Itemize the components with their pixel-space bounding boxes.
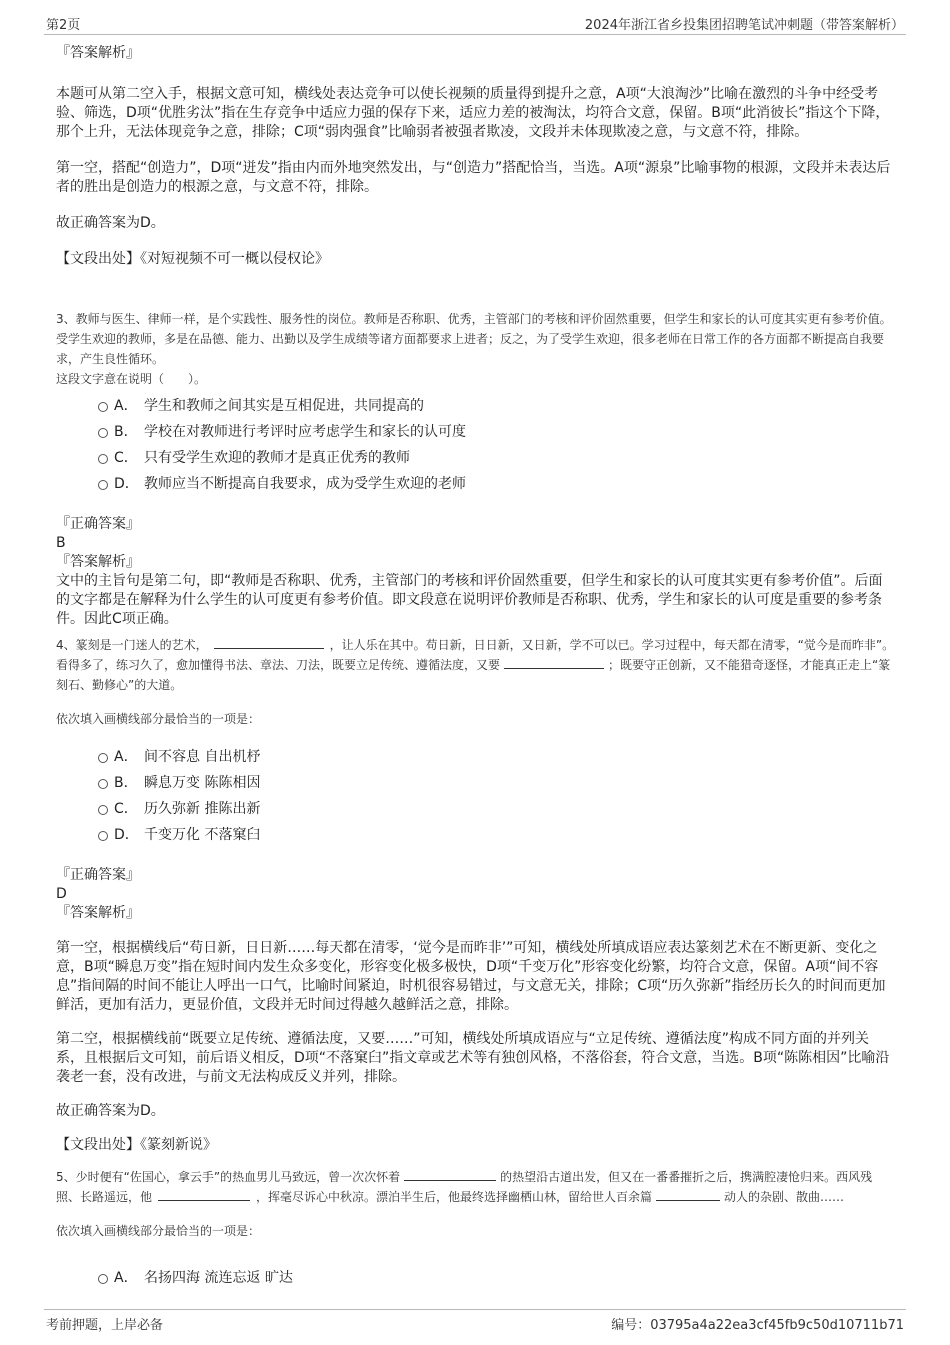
q5-options — [56, 1265, 896, 1291]
q2-analysis-paragraph-1: 本题可从第二空入手，根据文意可知，横线处表达竞争可以使长视频的质量得到提升之意，A项“大浪淘沙”比喻在激烈的斗争中经受考验、筛选，D项“优胜劣汰”指在生存竞争中适应力强的保存下来，适应力差的被淘汰，均符合文意，保留。B项“此消彼长”指这个下降，那个上升，无法体现竞争之意，排除；C项“弱肉强食”比喻弱者被强者欺凌，文段并未体现欺凌之意，与文意不符，排除。 — [56, 86, 890, 140]
q4-answer: D — [56, 886, 67, 902]
q3-option-c[interactable]: C． 只有受学生欢迎的教师才是真正优秀的教师 — [56, 445, 896, 471]
document-id: 编号：03795a4a22ea3cf45fb9c50d10711b71 — [611, 1318, 904, 1333]
q4-answer-label: 『正确答案』 — [56, 867, 140, 883]
q5-blank-2 — [158, 1187, 250, 1201]
q3-options — [56, 393, 896, 497]
q2-analysis-paragraph-2: 第一空，搭配“创造力”，D项“迸发”指由内而外地突然发出，与“创造力”搭配恰当，当选。A项“源泉”比喻事物的根源，文段并未表达后者的胜出是创造力的根源之意，与文意不符，排除。 — [56, 160, 891, 195]
q2-source: 【文段出处】《对短视频不可一概以侵权论》 — [56, 251, 329, 267]
radio-icon[interactable] — [98, 831, 108, 841]
q2-conclusion: 故正确答案为D。 — [56, 215, 165, 231]
q3-option-b[interactable]: B． 学校在对教师进行考评时应考虑学生和家长的认可度 — [56, 419, 896, 445]
q5-blank-3 — [656, 1187, 720, 1201]
radio-icon[interactable] — [98, 454, 108, 464]
q4-option-d[interactable]: D． 千变万化 不落窠臼 — [56, 822, 896, 848]
q3-option-a[interactable]: A． 学生和教师之间其实是互相促进，共同提高的 — [56, 393, 896, 419]
q2-analysis-label: 『答案解析』 — [56, 45, 140, 61]
q4-analysis-paragraph-1: 第一空，根据横线后“苟日新，日日新……每天都在清零，‘觉今是而昨非’”可知，横线处所填成语应表达篆刻艺术在不断更新、变化之意，B项“瞬息万变”指在短时间内发生众多变化，形容变化极多极快，D项“千变万化”形容变化纷繁，均符合文意，保留。A项“间不容息”指间隔的时间不能让人呼出一口气，比喻时间紧迫，时机很容易错过，与文意无关，排除；C项“历久弥新”指经历长久的时间而更加鲜活，更加有活力，更显价值，文段并无时间过得越久越鲜活之意，排除。 — [56, 940, 886, 1013]
q4-option-c[interactable]: C． 历久弥新 推陈出新 — [56, 796, 896, 822]
document-title: 2024年浙江省乡投集团招聘笔试冲刺题（带答案解析） — [584, 18, 904, 33]
q4-option-a[interactable]: A． 间不容息 自出机杼 — [56, 744, 896, 770]
q5-option-a[interactable]: A． 名扬四海 流连忘返 旷达 — [56, 1265, 896, 1291]
q3-analysis-label: 『答案解析』 — [56, 554, 140, 570]
q5-blank-1 — [404, 1167, 496, 1181]
radio-icon[interactable] — [98, 402, 108, 412]
page-footer — [44, 1309, 906, 1334]
radio-icon[interactable] — [98, 805, 108, 815]
page-header — [44, 12, 906, 35]
q4-options — [56, 744, 896, 848]
q4-blank-2 — [504, 655, 604, 669]
radio-icon[interactable] — [98, 428, 108, 438]
q5-prompt: 依次填入画横线部分最恰当的一项是： — [56, 1224, 261, 1238]
q4-analysis-label: 『答案解析』 — [56, 905, 140, 921]
radio-icon[interactable] — [98, 779, 108, 789]
q4-option-b[interactable]: B． 瞬息万变 陈陈相因 — [56, 770, 896, 796]
q4-stem: 4、篆刻是一门迷人的艺术， ，让人乐在其中。苟日新，日日新，又日新，学不可以已。学习过程中，每天都在清零，“觉今是而昨非”。看得多了，练习久了，愈加懂得书法、章法、刀法，既要立足传统、遵循法度，又要 ；既要守正创新，又不能猎奇逐怪，才能真正走上“篆刻石、勤修心”的大道。 — [56, 635, 896, 695]
q3-stem: 3、教师与医生、律师一样，是个实践性、服务性的岗位。教师是否称职、优秀，主管部门的考核和评价固然重要，但学生和家长的认可度其实更有参考价值。受学生欢迎的教师，多是在品德、能力、出勤以及学生成绩等诸方面都要求上进者；反之，为了受学生欢迎，很多老师在日常工作的各方面都不断提高自我要求，产生良性循环。 — [56, 312, 892, 366]
q4-conclusion: 故正确答案为D。 — [56, 1103, 165, 1119]
radio-icon[interactable] — [98, 480, 108, 490]
q4-blank-1 — [214, 635, 324, 649]
q3-answer-label: 『正确答案』 — [56, 516, 140, 532]
footer-slogan: 考前押题，上岸必备 — [46, 1318, 164, 1333]
q4-prompt: 依次填入画横线部分最恰当的一项是： — [56, 712, 261, 726]
radio-icon[interactable] — [98, 1274, 108, 1284]
q3-analysis: 文中的主旨句是第二句，即“教师是否称职、优秀，主管部门的考核和评价固然重要，但学生和家长的认可度其实更有参考价值”。后面的文字都是在解释为什么学生的认可度更有参考价值。即文段意在说明评价教师是否称职、优秀，学生和家长的认可度是重要的参考条件。因此C项正确。 — [56, 573, 883, 627]
q3-option-d[interactable]: D． 教师应当不断提高自我要求，成为受学生欢迎的老师 — [56, 471, 896, 497]
page-content — [56, 38, 896, 1291]
page-number: 第2页 — [46, 18, 81, 33]
q3-prompt: 这段文字意在说明（ ）。 — [56, 372, 207, 386]
q4-source: 【文段出处】《篆刻新说》 — [56, 1137, 217, 1153]
q3-answer: B — [56, 535, 66, 551]
q5-stem: 5、少时便有“佐国心，拿云手”的热血男儿马致远，曾一次次怀着 的热望沿古道出发，但又在一番番摧折之后，携满腔凄怆归来。西风残照、长路遥远，他 ，挥毫尽诉心中秋凉。漂泊半生后，他最终选择幽栖山林，留给世人百余篇 动人的杂剧、散曲…… — [56, 1167, 896, 1207]
radio-icon[interactable] — [98, 753, 108, 763]
q4-analysis-paragraph-2: 第二空，根据横线前“既要立足传统、遵循法度，又要……”可知，横线处所填成语应与“立足传统、遵循法度”构成不同方面的并列关系，且根据后文可知，前后语义相反，D项“不落窠臼”指文章或艺术等有独创风格，不落俗套，符合文意，当选。B项“陈陈相因”比喻沿袭老一套，没有改进，与前文无法构成反义并列，排除。 — [56, 1031, 890, 1085]
